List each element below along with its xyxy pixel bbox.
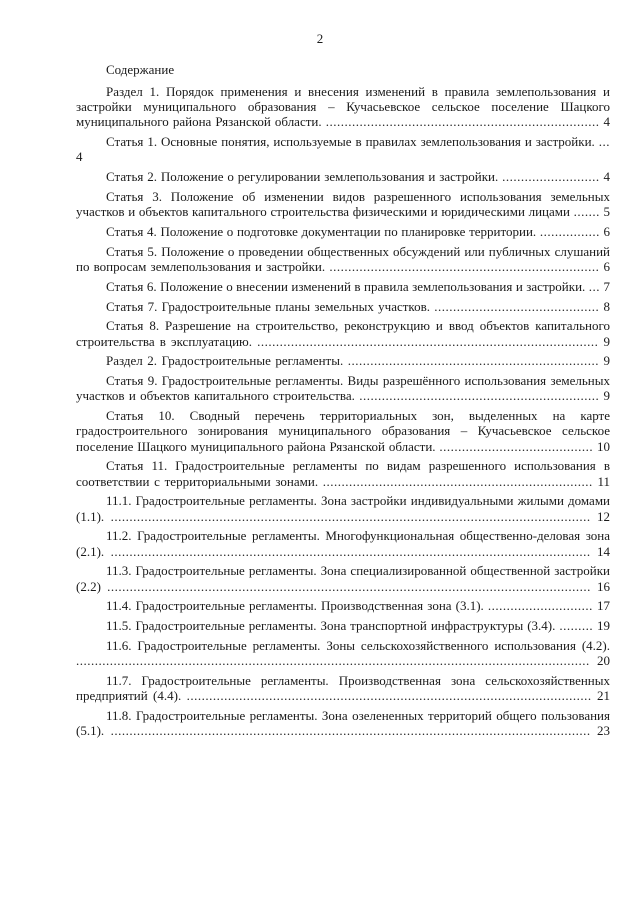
toc-entry-title: Статья 8. Разрешение на строительство, реконструкцию и ввод объектов капитального строительства в эксплуатацию. — [76, 318, 610, 349]
toc-entry-title: 11.4. Градостроительные регламенты. Производственная зона (3.1). — [106, 598, 484, 614]
toc-entry-page: 11 — [597, 473, 610, 489]
toc-entry-page: 4 — [603, 114, 610, 130]
toc-entry-title: Статья 1. Основные понятия, используемые в правилах землепользования и застройки. — [106, 134, 595, 150]
toc-entry-title: Статья 9. Градостроительные регламенты. Виды разрешённого использования земельных участков и объектов капитального строительства. — [76, 373, 610, 404]
toc-entry-title: 11.2. Градостроительные регламенты. Многофункциональная общественно-деловая зона (2.1). — [76, 528, 610, 559]
toc-entry[interactable] — [76, 353, 610, 368]
toc-entry-title: Статья 10. Сводный перечень территориальных зон, выделенных на карте градостроительного зонирования муниципального образования – Кучасьевское сельское поселение Шацкого муниципального района Рязанской области. — [76, 408, 610, 454]
toc-entry-page: 9 — [603, 333, 610, 349]
toc-entry-leader: ......................................... — [439, 438, 594, 454]
toc-entry-title: 11.5. Градостроительные регламенты. Зона транспортной инфраструктуры (3.4). — [106, 618, 556, 634]
toc-entry-page: 8 — [603, 298, 610, 314]
toc-entry-page: 12 — [597, 508, 610, 524]
toc-entry-title: 11.6. Градостроительные регламенты. Зоны сельскохозяйственного использования (4.2). — [106, 637, 610, 653]
toc-entry[interactable] — [76, 318, 610, 348]
toc-entry-title: Статья 7. Градостроительные планы земельных участков. — [106, 298, 430, 314]
toc-entry-page: 14 — [597, 543, 610, 559]
toc-entry-page: 9 — [603, 388, 610, 404]
toc-entry[interactable] — [76, 373, 610, 403]
toc-entry[interactable] — [76, 299, 610, 314]
toc-entry-page: 17 — [597, 598, 610, 614]
toc-entry-title: Статья 3. Положение об изменении видов разрешенного использования земельных участков и объектов капитального строительства физическими и юридическими лицами — [76, 189, 610, 220]
toc-entry-leader: ............................................ — [434, 298, 600, 314]
toc-entry-page: 20 — [597, 653, 610, 669]
toc-entry-page: 9 — [603, 353, 610, 369]
toc-entry[interactable] — [76, 563, 610, 593]
toc-entry-title: 11.7. Градостроительные регламенты. Производственная зона сельскохозяйственных предприятий (4.4). — [76, 672, 610, 704]
toc-entry[interactable] — [76, 598, 610, 613]
toc-entry[interactable] — [76, 169, 610, 184]
toc-entry-title: Статья 6. Положение о внесении изменений в правила землепользования и застройки. — [106, 278, 586, 294]
page-number: 2 — [316, 31, 324, 46]
toc-entry-page: 4 — [76, 149, 83, 165]
toc-entry[interactable] — [76, 224, 610, 239]
toc-entry-title: Статья 4. Положение о подготовке документации по планировке территории. — [106, 224, 537, 239]
toc-entry-leader: ................................................................................................................................ — [110, 543, 591, 559]
toc-entry-leader: ............................ — [487, 598, 593, 614]
toc-entry[interactable] — [76, 134, 610, 164]
toc-entry-leader: ................................................................................................................................ — [110, 723, 591, 739]
toc-entry-leader: ................................................................... — [347, 353, 599, 369]
toc-entry-page: 23 — [597, 723, 610, 739]
toc-entry-title: Раздел 1. Порядок применения и внесения изменений в правила землепользования и застройки муниципального образования – Кучасьевское сельское поселение Шацкого муниципального района Рязанской области. — [76, 84, 610, 130]
toc-entry-leader: ........................................................................ — [329, 259, 600, 274]
toc-entry-leader: ........................................................................................... — [257, 333, 599, 349]
toc-entry[interactable] — [76, 84, 610, 130]
toc-entry-leader: ... — [598, 134, 610, 150]
toc-entry-leader: ....... — [573, 204, 600, 220]
toc-entry-title: 11.3. Градостроительные регламенты. Зона специализированной общественной застройки (2.2) — [76, 563, 610, 594]
toc-entry-page: 21 — [597, 688, 610, 704]
toc-entry-leader: ......... — [559, 618, 594, 634]
toc-entry-leader: ... — [588, 278, 601, 294]
toc-entry-page: 16 — [597, 578, 610, 594]
toc-entry[interactable] — [76, 493, 610, 523]
toc-entry-leader: ........................................................................ — [322, 473, 593, 489]
toc-entry-title: Статья 2. Положение о регулировании землепользования и застройки. — [106, 169, 499, 185]
toc-entry-page: 6 — [603, 224, 610, 239]
toc-entry-leader: ................................................................................................................................ — [110, 508, 591, 524]
toc-entry-page: 5 — [603, 204, 610, 220]
toc-entry[interactable] — [76, 638, 610, 668]
toc-entry-page: 6 — [603, 259, 610, 274]
toc-heading: Содержание — [106, 62, 175, 77]
toc-entry[interactable] — [76, 673, 610, 703]
toc-entry-title: Раздел 2. Градостроительные регламенты. — [106, 353, 344, 369]
toc-entry-leader: ......................................................................................................................................... — [76, 653, 590, 669]
toc-entry-leader: ................ — [539, 224, 600, 239]
toc-entry-title: Статья 5. Положение о проведении общественных обсуждений или публичных слушаний по вопросам землепользования и застройки. — [76, 243, 610, 274]
toc-entry-leader: ......................................................................... — [325, 114, 600, 130]
toc-entry[interactable] — [76, 408, 610, 454]
toc-entry-title: 11.8. Градостроительные регламенты. Зона озелененных территорий общего пользования (5.1). — [76, 707, 610, 739]
toc-entry[interactable] — [76, 708, 610, 738]
table-of-contents — [76, 84, 610, 743]
toc-entry-leader: ................................................................ — [359, 388, 600, 404]
toc-entry-page: 4 — [603, 169, 610, 185]
toc-entry[interactable] — [76, 244, 610, 274]
toc-entry-leader: .......................... — [502, 169, 600, 185]
toc-entry[interactable] — [76, 618, 610, 633]
toc-entry-leader: ................................................................................................................................. — [107, 578, 591, 594]
toc-entry-leader: ............................................................................................................ — [186, 688, 592, 704]
toc-entry[interactable] — [76, 189, 610, 219]
toc-entry-page: 19 — [597, 618, 610, 634]
toc-entry[interactable] — [76, 458, 610, 488]
toc-entry-page: 10 — [597, 438, 610, 454]
toc-entry[interactable] — [76, 528, 610, 558]
toc-entry-title: Статья 11. Градостроительные регламенты по видам разрешенного использования в соответствии с территориальными зонами. — [76, 458, 610, 489]
toc-entry[interactable] — [76, 279, 610, 294]
toc-entry-page: 7 — [603, 278, 610, 294]
toc-entry-title: 11.1. Градостроительные регламенты. Зона застройки индивидуальными жилыми домами (1.1). — [76, 493, 610, 524]
